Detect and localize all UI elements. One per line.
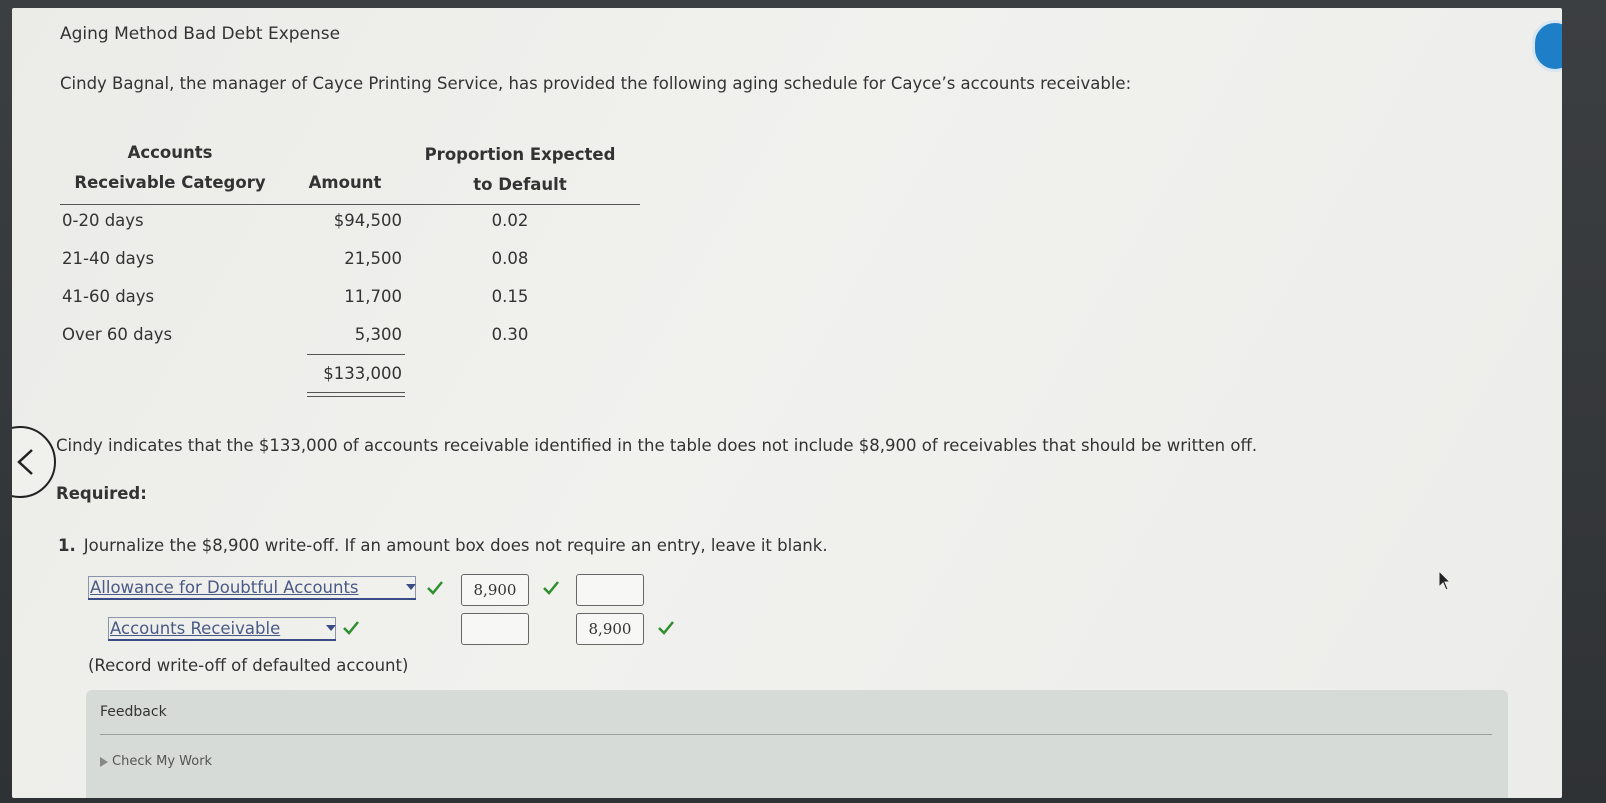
mouse-cursor-icon <box>1438 570 1452 592</box>
intro-text: Cindy Bagnal, the manager of Cayce Printing Service, has provided the following aging schedule for Cayce’s accounts receivable: <box>60 74 1132 93</box>
checkmark-icon <box>542 580 560 596</box>
question-1 <box>58 536 828 555</box>
previous-button[interactable] <box>12 426 56 498</box>
account-select-2[interactable]: Accounts Receivable <box>108 619 336 641</box>
chevron-left-icon <box>16 447 34 477</box>
feedback-panel <box>86 690 1508 798</box>
table-row: 41-60 days 11,700 0.15 <box>62 287 529 306</box>
checkmark-icon <box>426 580 444 596</box>
question-number: 1. <box>58 536 76 555</box>
chevron-down-icon <box>406 584 416 590</box>
subtotal-rule <box>307 354 405 355</box>
credit-input-2[interactable]: 8,900 <box>576 613 644 645</box>
checkmark-icon <box>342 620 360 636</box>
check-my-work-link[interactable]: Check My Work <box>100 754 212 769</box>
header-proportion: Proportion Expected to Default <box>424 145 616 194</box>
header-amount: Amount <box>308 173 382 192</box>
debit-input-1[interactable]: 8,900 <box>461 574 529 606</box>
page-title: Aging Method Bad Debt Expense <box>60 24 341 44</box>
triangle-right-icon <box>100 757 108 767</box>
feedback-label: Feedback <box>100 704 167 720</box>
table-row: Over 60 days 5,300 0.30 <box>62 325 529 344</box>
table-row: 21-40 days 21,500 0.08 <box>62 249 529 268</box>
table-total: $133,000 <box>323 364 402 383</box>
account-select-1[interactable]: Allowance for Doubtful Accounts <box>88 578 416 600</box>
double-underline <box>307 392 405 397</box>
problem-page <box>12 8 1562 798</box>
credit-input-1[interactable] <box>576 574 644 606</box>
checkmark-icon <box>657 620 675 636</box>
question-text: Journalize the $8,900 write-off. If an amount box does not require an entry, leave it blank. <box>83 536 828 555</box>
required-label: Required: <box>56 484 147 503</box>
feedback-divider <box>100 734 1492 735</box>
header-category: Accounts Receivable Category <box>74 143 266 192</box>
debit-input-2[interactable] <box>461 613 529 645</box>
chevron-down-icon <box>326 625 336 631</box>
journal-memo: (Record write-off of defaulted account) <box>88 656 409 675</box>
help-button[interactable] <box>1532 20 1562 72</box>
note-text: Cindy indicates that the $133,000 of accounts receivable identified in the table does not include $8,900 of receivables that should be written off. <box>56 436 1258 455</box>
table-row: 0-20 days $94,500 0.02 <box>62 211 529 230</box>
